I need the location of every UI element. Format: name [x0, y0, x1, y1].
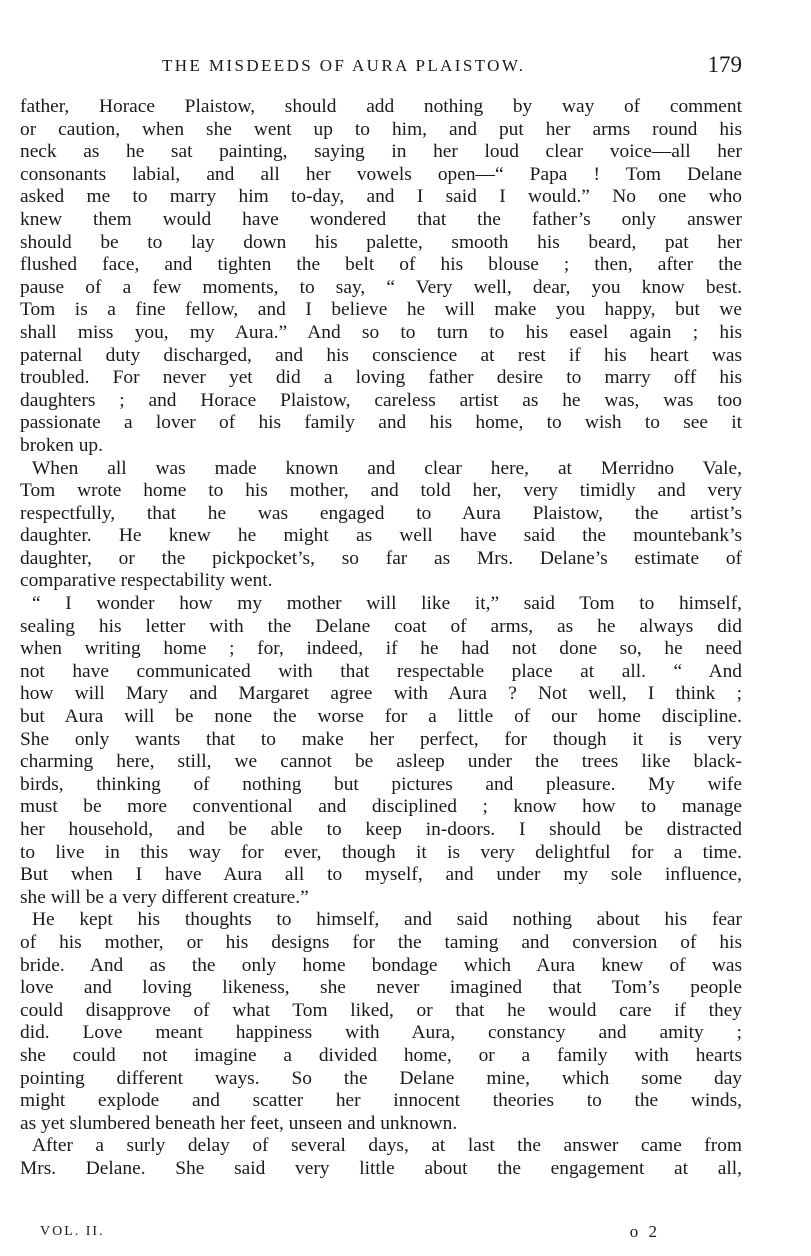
text-line: love and loving likeness, she never imagined that Tom’s people: [20, 977, 742, 999]
text-line: should be to lay down his palette, smooth his beard, pat her: [20, 231, 742, 253]
text-line: pointing different ways. So the Delane mine, which some day: [20, 1067, 742, 1089]
text-line: must be more conventional and disciplined ; know how to manage: [20, 796, 742, 818]
text-line: But when I have Aura all to myself, and under my sole influence,: [20, 864, 742, 886]
text-line: flushed face, and tighten the belt of his blouse ; then, after the: [20, 254, 742, 276]
page-number: 179: [707, 52, 742, 77]
text-line: her household, and be able to keep in-doors. I should be distracted: [20, 819, 742, 840]
text-line: troubled. For never yet did a loving father desire to marry off his: [20, 367, 742, 389]
body-text: [20, 96, 742, 1181]
text-line: might explode and scatter her innocent theories to the winds,: [20, 1090, 742, 1112]
text-line: Tom is a fine fellow, and I believe he will make you happy, but we: [20, 299, 742, 321]
page-footer: [40, 1222, 660, 1246]
running-head: [150, 52, 750, 82]
text-line: daughter, or the pickpocket’s, so far as Mrs. Delane’s estimate of: [20, 547, 742, 569]
text-line: When all was made known and clear here, at Merridno Vale,: [32, 457, 742, 479]
text-line: pause of a few moments, to say, “ Very well, dear, you know best.: [20, 276, 742, 298]
text-line: knew them would have wondered that the father’s only answer: [20, 208, 742, 230]
volume-mark: VOL. II.: [40, 1224, 105, 1239]
text-line: how will Mary and Margaret agree with Aura ? Not well, I think ;: [20, 683, 742, 705]
text-line: daughter. He knew he might as well have said the mountebank’s: [20, 525, 742, 547]
text-line: He kept his thoughts to himself, and said nothing about his fear: [32, 909, 742, 931]
text-line: shall miss you, my Aura.” And so to turn to his easel again ; his: [20, 321, 742, 343]
text-line: comparative respectability went.: [20, 570, 273, 592]
signature-mark: o 2: [629, 1222, 660, 1241]
text-line: to live in this way for ever, though it is very delightful for a time.: [20, 841, 742, 863]
text-line: not have communicated with that respectable place at all. “ And: [20, 660, 742, 682]
text-line: neck as he sat painting, saying in her loud clear voice—all her: [20, 141, 742, 163]
text-line: father, Horace Plaistow, should add nothing by way of comment: [20, 96, 742, 117]
running-title: THE MISDEEDS OF AURA PLAISTOW.: [162, 56, 526, 75]
text-line: Tom wrote home to his mother, and told her, very timidly and very: [20, 480, 742, 502]
text-line: paternal duty discharged, and his conscience at rest if his heart was: [20, 344, 742, 366]
text-line: passionate a lover of his family and his home, to wish to see it: [20, 412, 742, 434]
text-line: Mrs. Delane. She said very little about the engagement at all,: [20, 1157, 742, 1179]
text-line: She only wants that to make her perfect, for though it is very: [20, 728, 742, 750]
text-line: asked me to marry him to-day, and I said I would.” No one who: [20, 186, 742, 208]
text-line: daughters ; and Horace Plaistow, careless artist as he was, was too: [20, 389, 742, 411]
text-line: sealing his letter with the Delane coat of arms, as he always did: [20, 615, 742, 637]
text-line: charming here, still, we cannot be asleep under the trees like black-: [20, 751, 742, 773]
text-line: as yet slumbered beneath her feet, unseen and unknown.: [20, 1112, 458, 1134]
text-line: or caution, when she went up to him, and put her arms round his: [20, 118, 742, 140]
text-line: broken up.: [20, 434, 103, 456]
text-line: bride. And as the only home bondage which Aura knew of was: [20, 954, 742, 976]
text-line: After a surly delay of several days, at last the answer came from: [32, 1135, 742, 1157]
text-line: could disapprove of what Tom liked, or that he would care if they: [20, 999, 742, 1021]
text-line: she could not imagine a divided home, or a family with hearts: [20, 1044, 742, 1066]
text-line: but Aura will be none the worse for a little of our home discipline.: [20, 706, 742, 728]
text-line: “ I wonder how my mother will like it,” said Tom to himself,: [32, 593, 742, 615]
text-line: respectfully, that he was engaged to Aura Plaistow, the artist’s: [20, 502, 742, 524]
text-line: did. Love meant happiness with Aura, constancy and amity ;: [20, 1022, 742, 1044]
text-line: birds, thinking of nothing but pictures and pleasure. My wife: [20, 773, 742, 795]
text-line: consonants labial, and all her vowels open—“ Papa ! Tom Delane: [20, 163, 742, 185]
text-line: of his mother, or his designs for the taming and conversion of his: [20, 931, 742, 953]
text-line: when writing home ; for, indeed, if he had not done so, he need: [20, 638, 742, 660]
text-line: she will be a very different creature.”: [20, 886, 309, 908]
